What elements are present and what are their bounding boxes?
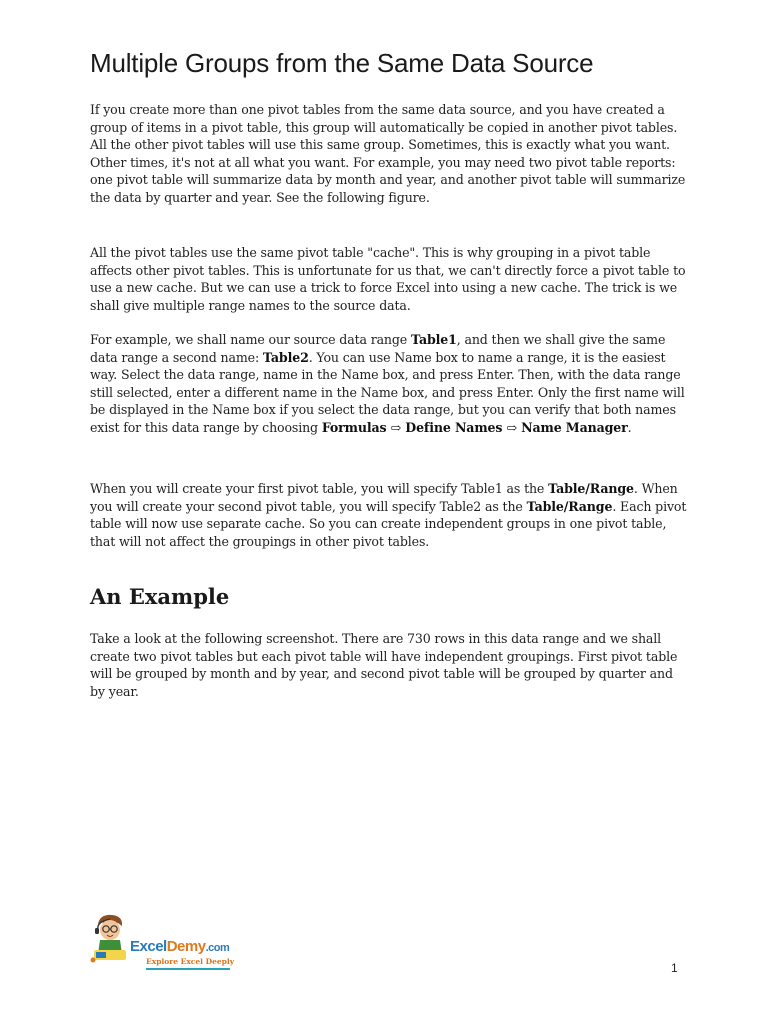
mascot-icon (88, 910, 132, 966)
bold-run: Table/Range (526, 498, 613, 514)
paragraph-range-names (90, 331, 690, 437)
menu-path: Formulas ⇨ Define Names ⇨ Name Manager (321, 419, 628, 435)
tagline-underline (146, 968, 230, 970)
brand-name (130, 938, 229, 955)
exceldemy-logo (88, 910, 238, 974)
text-run: . You can use Name box to name a range, it is the easiest way. Select the data range, name in the Name box, and press Enter. Then, with the data range still selected, enter a different name in the Name box, and press Enter. Only the first name will be displayed in the Name box if you select the data range, but you can verify that both names exist for this data range by choosing (90, 349, 685, 435)
bold-run: Table2 (262, 349, 309, 365)
page-title: Multiple Groups from the Same Data Source (90, 48, 594, 78)
text-run: , and then we shall give the same data range a second name: (90, 332, 666, 365)
brand-demy: Demy (166, 938, 206, 955)
bold-run: Table/Range (548, 481, 634, 496)
section-heading: An Example (90, 584, 230, 609)
page-number: 1 (671, 961, 678, 975)
paragraph-example: Take a look at the following screenshot. There are 730 rows in this data range and we shall create two pivot tables but each pivot table will have independent groupings. First pivot table will be grouped by month and by year, and second pivot table will be grouped by quarter and by year. (90, 631, 678, 699)
paragraph-cache: All the pivot tables use the same pivot table "cache". This is why grouping in a pivot table affects other pivot tables. This is unfortunate for us that, we can't directly force a pivot table to use a new cache. But we can use a trick to force Excel into using a new cache. The trick is we shall give multiple range names to the source data. (90, 245, 686, 313)
text-run: . When you will create your second pivot table, you will specify Table2 as the (90, 481, 678, 514)
brand-excel: Excel (130, 938, 167, 955)
bold-run: Table1 (410, 332, 457, 347)
brand-com: .com (205, 942, 230, 954)
paragraph-table-range (90, 480, 690, 550)
text-run: . (627, 419, 632, 435)
text-run: . Each pivot table will now use separate cache. So you can create independent groups in one pivot table, that will not affect the groupings in other pivot tables. (90, 498, 687, 549)
text-run: When you will create your first pivot table, you will specify Table1 as the (90, 481, 549, 496)
paragraph-intro: If you create more than one pivot tables from the same data source, and you have created a group of items in a pivot table, this group will automatically be copied in another pivot tables. All the other pivot tables will use this same group. Sometimes, this is exactly what you want. Other times, it's not at all what you want. For example, you may need two pivot table reports: one pivot table will summarize data by month and year, and another pivot table will summarize the data by quarter and year. See the following figure. (90, 102, 686, 205)
text-run: For example, we shall name our source data range (90, 332, 411, 347)
brand-tagline: Explore Excel Deeply (146, 957, 235, 966)
